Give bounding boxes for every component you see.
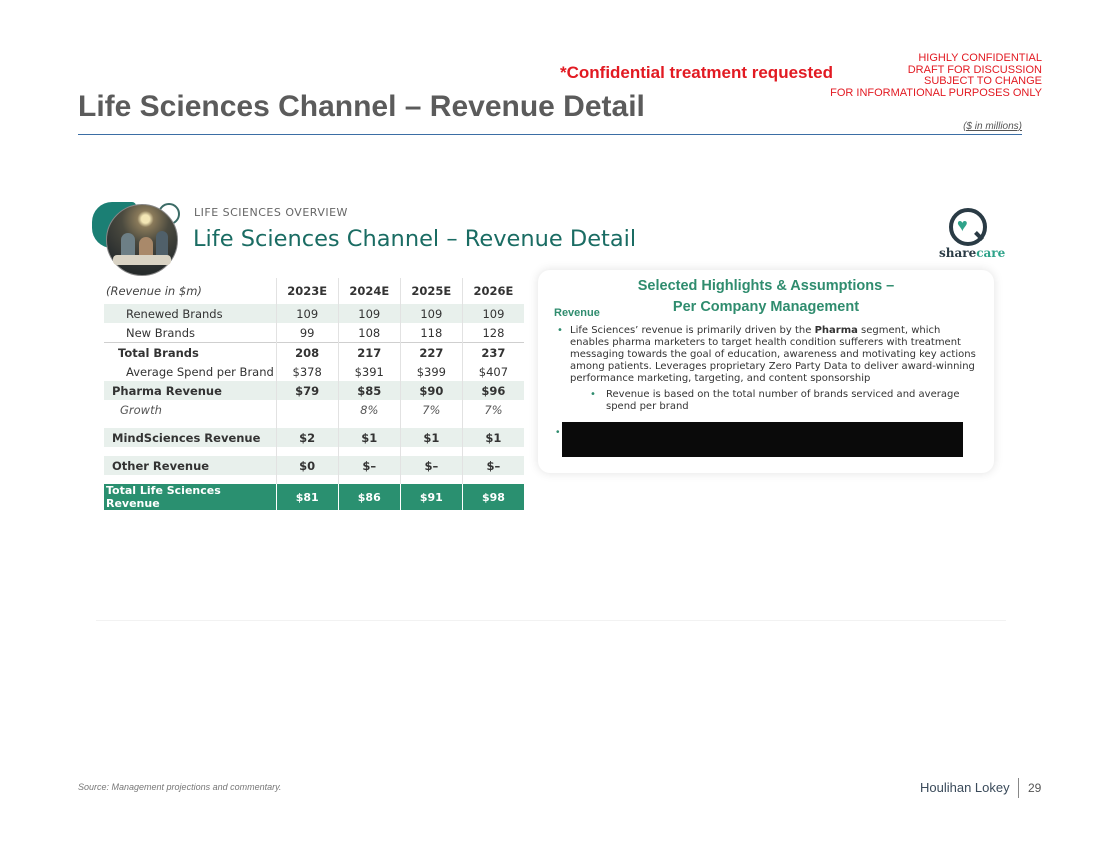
team-photo [106,204,178,276]
cell: 8% [338,400,400,419]
sharecare-logo [938,206,1006,262]
row-label: Other Revenue [104,456,276,475]
units-note: ($ in millions) [963,121,1022,132]
table-row [104,304,524,323]
row-label: Pharma Revenue [104,381,276,400]
cell: $– [400,456,462,475]
cell: 109 [338,304,400,323]
confidential-line: FOR INFORMATIONAL PURPOSES ONLY [830,86,1042,99]
table-row [104,456,524,475]
cell: $– [338,456,400,475]
cell: 109 [462,304,524,323]
source-note: Source: Management projections and commentary. [78,782,282,792]
cell: $2 [276,428,338,447]
row-label: New Brands [126,325,195,340]
highlights-body [556,325,976,413]
highlights-section-label: Revenue [554,307,600,319]
redacted-bullet: • [556,427,560,438]
highlights-card [538,270,994,473]
firm-name: Houlihan Lokey [920,780,1010,795]
confidential-treatment-request: *Confidential treatment requested [560,63,833,82]
cell: $81 [276,484,338,510]
cell [276,400,338,419]
table-total-row [104,484,524,510]
table-header-row [104,278,524,304]
cell: $407 [462,362,524,381]
redaction-box [562,422,963,457]
row-label: MindSciences Revenue [104,428,276,447]
cell: $91 [400,484,462,510]
row-label: Average Spend per Brand [126,364,274,379]
highlights-title: Selected Highlights & Assumptions – Per Company Management [637,278,895,315]
cell: $85 [338,381,400,400]
column-header: 2026E [462,278,524,304]
cell: 208 [276,343,338,363]
cell: 217 [338,343,400,363]
table-row [104,400,524,419]
title-divider [78,134,1022,135]
cell: 109 [276,304,338,323]
footer-separator [1018,778,1019,798]
row-label: Total Life Sciences Revenue [104,484,276,510]
row-label: Renewed Brands [104,304,276,323]
cell: 109 [400,304,462,323]
table-row [104,381,524,400]
cell: $98 [462,484,524,510]
column-header: 2023E [276,278,338,304]
table-header-label: (Revenue in $m) [106,284,202,298]
highlight-sub-bullet: • Revenue is based on the total number of brands serviced and average spend per brand [556,389,976,413]
cell: 118 [400,323,462,343]
table-row [104,362,524,381]
cell: 99 [276,323,338,343]
column-header: 2025E [400,278,462,304]
confidential-line: SUBJECT TO CHANGE [924,75,1042,87]
cell: $1 [400,428,462,447]
heart-icon: ♥ [957,215,968,235]
row-label: Growth [120,402,162,417]
cell: 7% [400,400,462,419]
cell: $86 [338,484,400,510]
cell: $96 [462,381,524,400]
highlight-bullet: • Life Sciences’ revenue is primarily driven by the Pharma segment, which enables pharma marketers to target health condition sufferers with treatment messaging towards the goal of education, awareness and motivating key actions among patients. Leverages proprietary Zero Party Data to deliver award-winning performance marketing, targeting, and content sponsorship [556,325,976,385]
table-row [104,323,524,343]
cell: $1 [462,428,524,447]
page-number: 29 [1028,781,1042,795]
logo-wordmark: sharecare [939,246,1006,260]
confidential-line: DRAFT FOR DISCUSSION [907,63,1042,76]
cell: 7% [462,400,524,419]
cell: 108 [338,323,400,343]
section-photo [92,200,182,276]
cell: $90 [400,381,462,400]
table-row [104,428,524,447]
cell: $1 [338,428,400,447]
row-label: Total Brands [104,343,276,363]
slide-title: Life Sciences Channel – Revenue Detail [193,226,637,252]
divider [96,620,1006,621]
cell: $378 [276,362,338,381]
cell: 128 [462,323,524,343]
section-kicker: LIFE SCIENCES OVERVIEW [194,206,348,219]
cell: 227 [400,343,462,363]
cell: $0 [276,456,338,475]
confidentiality-notice [802,53,1042,99]
cell: 237 [462,343,524,363]
page-title: Life Sciences Channel – Revenue Detail [78,90,645,123]
table-row [104,343,524,363]
confidential-line: HIGHLY CONFIDENTIAL [918,52,1042,64]
cell: $391 [338,362,400,381]
column-header: 2024E [338,278,400,304]
revenue-table [104,278,524,510]
cell: $79 [276,381,338,400]
cell: $399 [400,362,462,381]
cell: $– [462,456,524,475]
